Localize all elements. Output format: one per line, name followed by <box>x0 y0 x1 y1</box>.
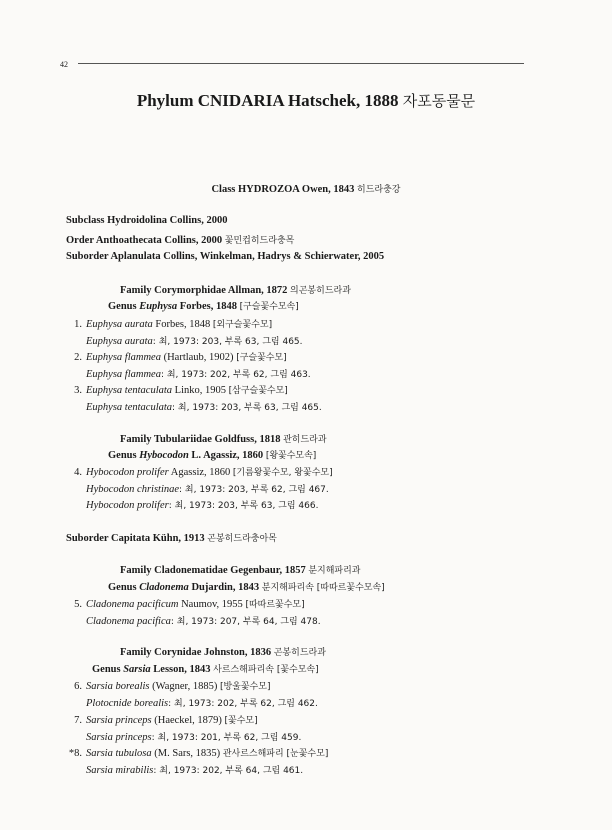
synonym-ref: : 최, 1973: 203, 부록 63, 그림 466. <box>168 501 319 511</box>
species-korean: [구슬꽃수모] <box>236 353 287 363</box>
synonym-ref: : 최, 1973: 202, 부록 64, 그림 461. <box>153 766 304 776</box>
suborder-korean: 곤봉히드라충아목 <box>207 534 277 544</box>
species-korean: [따따르꽃수모] <box>245 600 305 610</box>
family-korean: 곤봉히드라과 <box>273 648 326 658</box>
species-korean: [꽃수모] <box>224 716 258 726</box>
order-heading <box>66 233 294 246</box>
suborder-latin: Suborder Aplanulata Collins, Winkelman, Hadrys & Schierwater, 2005 <box>66 251 385 262</box>
genus-heading <box>108 299 299 312</box>
genus-author: Forbes, 1848 <box>179 301 237 312</box>
species-number: 2. <box>74 352 82 363</box>
synonym-ref: : 최, 1973: 201, 부록 62, 그림 459. <box>151 733 302 743</box>
title-korean: 자포동물문 <box>402 92 476 110</box>
genus-heading <box>108 580 385 593</box>
family-latin: Family Cladonematidae Gegenbaur, 1857 <box>120 565 306 576</box>
species-name: Euphysa aurata <box>86 319 153 330</box>
synonym-line <box>86 498 318 511</box>
suborder-latin: Suborder Capitata Kühn, 1913 <box>66 533 205 544</box>
page-number: 42 <box>60 60 68 69</box>
species-entry <box>64 746 328 759</box>
species-author: Naumov, 1955 <box>181 599 243 610</box>
synonym-line <box>86 482 329 495</box>
family-latin: Family Corymorphidae Allman, 1872 <box>120 285 288 296</box>
species-entry <box>70 465 333 478</box>
subclass-latin: Subclass Hydroidolina Collins, 2000 <box>66 215 228 226</box>
species-korean: [기름왕꽃수모, 왕꽃수모] <box>232 468 333 478</box>
species-name: Hybocodon prolifer <box>86 467 169 478</box>
species-korean: [방울꽃수모] <box>219 682 271 692</box>
genus-author: Dujardin, 1843 <box>191 582 260 593</box>
synonym-ref: : 최, 1973: 207, 부록 64, 그림 478. <box>170 617 321 627</box>
order-korean: 꽃민컵히드라충목 <box>224 236 295 246</box>
synonym-line <box>86 696 318 709</box>
synonym-name: Sarsia princeps <box>86 732 152 743</box>
species-entry <box>70 713 258 726</box>
species-number: 7. <box>74 715 82 726</box>
suborder-heading <box>66 251 384 262</box>
synonym-ref: : 최, 1973: 203, 부록 63, 그림 465. <box>152 337 303 347</box>
genus-name: Hybocodon <box>139 450 189 461</box>
synonym-name: Euphysa flammea <box>86 369 161 380</box>
synonym-line <box>86 730 301 743</box>
species-name: Euphysa tentaculata <box>86 385 173 396</box>
genus-heading <box>108 448 316 461</box>
synonym-line <box>86 367 311 380</box>
genus-name: Euphysa <box>139 301 178 312</box>
genus-name: Cladonema <box>139 582 189 593</box>
species-korean: 관사르스해파리 [눈꽃수모] <box>222 749 329 759</box>
family-heading <box>120 432 327 445</box>
family-latin: Family Corynidae Johnston, 1836 <box>120 647 272 658</box>
class-korean: 히드라충강 <box>357 185 401 195</box>
family-korean: 분지해파리과 <box>308 566 361 576</box>
synonym-line <box>86 400 322 413</box>
page-title <box>0 90 612 111</box>
species-number: 6. <box>74 681 82 692</box>
family-korean: 의곤봉히드라과 <box>290 286 351 296</box>
species-name: Sarsia borealis <box>86 681 150 692</box>
class-latin: Class HYDROZOA Owen, 1843 <box>211 184 355 195</box>
genus-korean: [왕꽃수모속] <box>265 451 317 461</box>
genus-name: Sarsia <box>123 664 151 675</box>
species-number: *8. <box>68 748 82 759</box>
species-korean: [외구슬꽃수모] <box>212 320 273 330</box>
synonym-ref: : 최, 1973: 203, 부록 62, 그림 467. <box>179 485 329 495</box>
title-latin: Phylum CNIDARIA Hatschek, 1888 <box>136 91 399 110</box>
species-name: Sarsia tubulosa <box>86 748 152 759</box>
species-entry <box>70 679 270 692</box>
species-name: Euphysa flammea <box>86 352 161 363</box>
synonym-name: Cladonema pacifica <box>86 616 171 627</box>
species-name: Cladonema pacificum <box>86 599 179 610</box>
species-author: (M. Sars, 1835) <box>154 748 221 759</box>
family-latin: Family Tubulariidae Goldfuss, 1818 <box>120 434 281 445</box>
order-latin: Order Anthoathecata Collins, 2000 <box>66 235 223 246</box>
species-number: 1. <box>74 319 82 330</box>
species-author: (Hartlaub, 1902) <box>163 352 234 363</box>
species-author: Agassiz, 1860 <box>170 467 231 478</box>
header-rule <box>78 63 524 64</box>
species-name: Sarsia princeps <box>86 715 152 726</box>
species-author: Forbes, 1848 <box>155 319 211 330</box>
genus-prefix: Genus <box>108 301 137 312</box>
family-korean: 관히드라과 <box>283 435 327 445</box>
species-entry <box>70 597 305 610</box>
species-korean: [삼구슬꽃수모] <box>228 386 288 396</box>
species-entry <box>70 383 288 396</box>
synonym-line <box>86 334 303 347</box>
suborder-heading <box>66 531 277 544</box>
synonym-name: Hybocodon christinae <box>86 484 180 495</box>
family-heading <box>120 645 326 658</box>
genus-prefix: Genus <box>92 664 121 675</box>
synonym-line <box>86 763 303 776</box>
species-author: (Wagner, 1885) <box>152 681 218 692</box>
synonym-line <box>86 614 321 627</box>
species-entry <box>70 317 272 330</box>
genus-author: L. Agassiz, 1860 <box>191 450 264 461</box>
synonym-name: Euphysa tentaculata <box>86 402 173 413</box>
class-heading <box>0 182 612 195</box>
genus-korean: 분지해파리속 [따따르꽃수모속] <box>261 583 385 593</box>
species-number: 4. <box>74 467 82 478</box>
genus-prefix: Genus <box>108 450 137 461</box>
genus-korean: [구슬꽃수모속] <box>239 302 299 312</box>
synonym-name: Hybocodon prolifer <box>86 500 169 511</box>
species-entry <box>70 350 287 363</box>
genus-author: Lesson, 1843 <box>153 664 211 675</box>
species-number: 5. <box>74 599 82 610</box>
synonym-ref: : 최, 1973: 202, 부록 62, 그림 462. <box>168 699 318 709</box>
synonym-ref: : 최, 1973: 203, 부록 63, 그림 465. <box>172 403 322 413</box>
genus-heading <box>92 662 319 675</box>
species-author: Linko, 1905 <box>174 385 226 396</box>
species-number: 3. <box>74 385 82 396</box>
synonym-name: Euphysa aurata <box>86 336 153 347</box>
synonym-ref: : 최, 1973: 202, 부록 62, 그림 463. <box>160 370 311 380</box>
genus-prefix: Genus <box>108 582 137 593</box>
synonym-name: Sarsia mirabilis <box>86 765 154 776</box>
species-author: (Haeckel, 1879) <box>154 715 222 726</box>
family-heading <box>120 283 351 296</box>
subclass-heading <box>66 215 227 226</box>
synonym-name: Plotocnide borealis <box>86 698 169 709</box>
genus-korean: 사르스해파리속 [꽃수모속] <box>213 665 319 675</box>
family-heading <box>120 563 361 576</box>
